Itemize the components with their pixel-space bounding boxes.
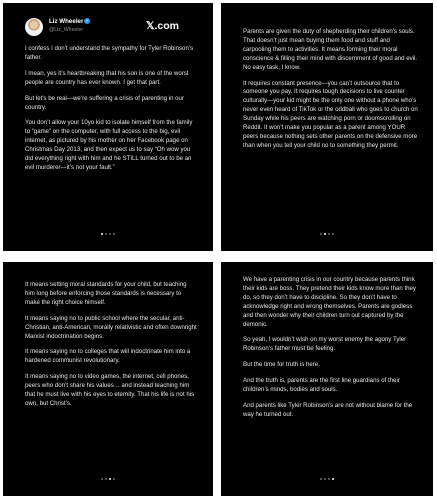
paragraph: It requires constant presence—you can’t outsource that to someone you pay. It requires tough decisions to live counter culturally—your kid might be the only one without a phone who’s never even heard of TikTok or the oddball who goes to church on Sunday while his peers are watching porn or doomscrolling on Reddit. It won’t make you popular as a parent among YOUR peers because nothing sets other parents on the defensive more than when you tell your child no to something they permit. bbox=[243, 79, 418, 149]
paragraph: I mean, yes it’s heartbreaking that his son is one of the worst people are country has ever known. I get that part. bbox=[25, 69, 189, 86]
page-dot-1[interactable] bbox=[101, 478, 103, 480]
paragraph: It means saying no to video games, the internet, cell phones, peers who don’t share his values… and instead teaching him that he must live with his eyes to eternity. That his life is not his own, but Christ’s. bbox=[25, 373, 195, 407]
paragraph: And parents like Tyler Robinson’s are not without blame for the way he turned out. bbox=[243, 401, 413, 418]
page-dot-3[interactable] bbox=[109, 233, 111, 235]
page-dot-3[interactable] bbox=[328, 478, 330, 480]
paragraph: You don’t allow your 10yo kid to isolate himself from the family to “game” on the computer, with full access to the big, evil internet, as pictured by his mother on her Facebook page on Christmas Day 2013, and then expect us to say “Oh wow you did everything right with him and he STILL turned out to be an evil murderer—it’s not your fault.” bbox=[25, 119, 193, 171]
page-dot-1[interactable] bbox=[320, 478, 322, 480]
paragraph: It means saying no to colleges that will indoctrinate him into a hardened communist revolutionary. bbox=[25, 348, 191, 365]
page-dot-2[interactable] bbox=[324, 478, 326, 480]
page-dot-2[interactable] bbox=[105, 233, 107, 235]
page-indicator[interactable] bbox=[221, 229, 433, 235]
tweet-header bbox=[25, 17, 201, 39]
page-dot-4[interactable] bbox=[332, 233, 334, 235]
page-dot-4[interactable] bbox=[113, 233, 115, 235]
page-dot-1[interactable] bbox=[320, 233, 322, 235]
paragraph: We have a parenting crisis in our country because parents think their kids are boss. They pretend their kids know more than they do, so they don’t have to discipline. So they don’t have to acknowledge right and wrong themselves. Parents are godless and then wonder why their children turn out captured by the demonic. bbox=[243, 276, 416, 328]
page-indicator[interactable] bbox=[3, 474, 213, 480]
tweet-body bbox=[25, 45, 199, 180]
page-dot-4[interactable] bbox=[332, 478, 334, 480]
avatar[interactable] bbox=[25, 18, 43, 36]
tweet-card-4 bbox=[221, 262, 433, 496]
page-dot-3[interactable] bbox=[109, 478, 111, 480]
tweet-card-3 bbox=[3, 262, 213, 496]
tweet-body bbox=[243, 28, 419, 158]
author-name-line[interactable] bbox=[49, 18, 90, 25]
page-dot-1[interactable] bbox=[101, 233, 103, 235]
tweet-body bbox=[243, 276, 419, 427]
paragraph: So yeah, I wouldn’t wish on my worst enemy the agony Tyler Robinson’s father must be feeling. bbox=[243, 336, 407, 353]
paragraph: But the time for truth is here. bbox=[243, 361, 320, 369]
paragraph: It means setting moral standards for your child, but teaching him long before enforcing those standards is necessary to make the right choice himself. bbox=[25, 281, 187, 306]
page-dot-3[interactable] bbox=[328, 233, 330, 235]
tweet-card-2 bbox=[221, 3, 433, 251]
paragraph: I confess I don’t understand the sympathy for Tyler Robinson’s father. bbox=[25, 45, 194, 61]
author-name[interactable]: Liz Wheeler bbox=[49, 18, 84, 25]
page-indicator[interactable] bbox=[3, 229, 213, 235]
page-dot-2[interactable] bbox=[324, 233, 326, 235]
page-indicator[interactable] bbox=[221, 474, 433, 480]
page-dot-4[interactable] bbox=[113, 478, 115, 480]
paragraph: And the truth is, parents are the first line guardians of their children’s minds, bodies and souls. bbox=[243, 377, 400, 394]
paragraph: Parents are given the duty of shepherding their children’s souls. That doesn’t just mean buying them food and stuff and carpooling them to activities. It means forming their moral conscience & filling their mind with discernment of good and evil. No easy task, I know. bbox=[243, 28, 418, 71]
paragraph: It means saying no to public school where the secular, anti-Christian, anti-American, morally relativistic and often downright Marxist indoctrination begins. bbox=[25, 314, 197, 340]
author-handle[interactable]: @Liz_Wheeler bbox=[49, 27, 84, 33]
x-logo-text: 𝕏.com bbox=[146, 20, 179, 32]
tweet-card-1 bbox=[3, 3, 213, 251]
page-dot-2[interactable] bbox=[105, 478, 107, 480]
tweet-body bbox=[25, 281, 197, 416]
paragraph: But let’s be real—we’re suffering a crisis of parenting in our country. bbox=[25, 94, 184, 111]
verified-badge-icon: ✓ bbox=[85, 18, 90, 24]
